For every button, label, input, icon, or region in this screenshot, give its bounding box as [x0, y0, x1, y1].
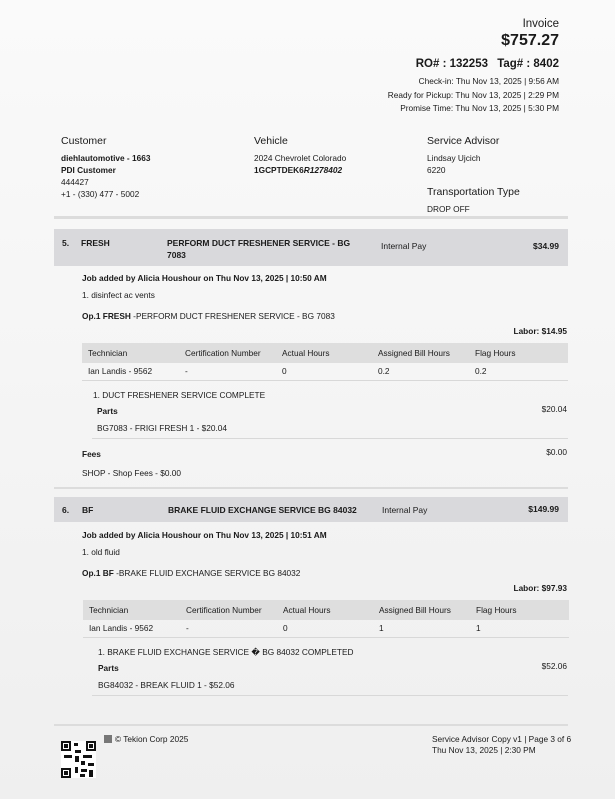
- checkin-time: Check-in: Thu Nov 13, 2025 | 9:56 AM: [418, 76, 559, 86]
- th-flag-hours: Flag Hours: [469, 343, 568, 363]
- tech-name: Ian Landis - 9562: [83, 620, 180, 637]
- footer-copyright: [104, 734, 188, 744]
- job-5-desc-line1: PERFORM DUCT FRESHENER SERVICE - BG: [167, 238, 351, 248]
- customer-title: Customer: [61, 135, 107, 147]
- tech-assigned: 0.2: [372, 363, 469, 380]
- job-5-parts-total: $20.04: [541, 404, 567, 414]
- advisor-id: 6220: [427, 165, 446, 175]
- divider: [92, 438, 568, 439]
- advisor-title: Service Advisor: [427, 135, 500, 147]
- vehicle-vin: [254, 164, 346, 176]
- copyright-text: © Tekion Corp 2025: [115, 734, 189, 744]
- job-6-op: [82, 568, 300, 578]
- job-5-number: 5.: [62, 238, 70, 248]
- job-6-part: BG84032 - BREAK FLUID 1 - $52.06: [98, 680, 235, 690]
- ro-tag-line: [410, 58, 559, 70]
- job-6-op-desc: -BRAKE FLUID EXCHANGE SERVICE BG 84032: [113, 568, 301, 578]
- job-6-note: 1. old fluid: [82, 547, 120, 557]
- job-5-parts-label: Parts: [97, 406, 118, 416]
- tech-actual: 0: [277, 620, 373, 637]
- job-6-parts-total: $52.06: [541, 661, 567, 671]
- job-5-part: BG7083 - FRIGI FRESH 1 - $20.04: [97, 423, 228, 433]
- advisor-block: [427, 135, 520, 215]
- divider: [92, 695, 568, 696]
- job-6-parts-label: Parts: [98, 663, 119, 673]
- job-6-added: Job added by Alicia Houshour on Thu Nov 13, 2025 | 10:51 AM: [82, 530, 327, 540]
- tech-assigned: 1: [373, 620, 470, 637]
- transport-title: Transportation Type: [427, 186, 520, 198]
- customer-line3: 444427: [61, 177, 89, 187]
- customer-line2: PDI Customer: [61, 165, 116, 175]
- footer-printed: Thu Nov 13, 2025 | 2:30 PM: [432, 745, 536, 755]
- job-5-pay: Internal Pay: [381, 241, 427, 251]
- job-5-fees-total: $0.00: [546, 447, 567, 457]
- ro-number: RO# : 132253: [415, 58, 488, 70]
- footer-copy-info: Service Advisor Copy v1 | Page 3 of 6: [432, 734, 572, 744]
- th-assigned-bill-hours: Assigned Bill Hours: [372, 343, 469, 363]
- job-5-op: [82, 311, 335, 321]
- tech-table-header: [82, 343, 568, 363]
- promise-time: Promise Time: Thu Nov 13, 2025 | 5:30 PM: [400, 103, 559, 113]
- tech-name: Ian Landis - 9562: [82, 363, 179, 380]
- job-6-desc: BRAKE FLUID EXCHANGE SERVICE BG 84032: [168, 505, 357, 515]
- transport-type: DROP OFF: [427, 204, 470, 214]
- tech-flag: 1: [470, 620, 569, 637]
- vehicle-block: [254, 135, 346, 176]
- vehicle-title: Vehicle: [254, 135, 288, 147]
- tech-flag: 0.2: [469, 363, 568, 380]
- tech-cert: -: [180, 620, 277, 637]
- job-6-code: BF: [82, 505, 94, 515]
- invoice-label: Invoice: [522, 18, 559, 30]
- job-6-number: 6.: [62, 505, 70, 515]
- job-5-desc-line2: 7083: [167, 250, 186, 260]
- divider: [54, 487, 568, 489]
- tag-number: Tag# : 8402: [497, 58, 559, 70]
- job-5-labor: Labor: $14.95: [513, 326, 567, 336]
- tekion-logo-icon: [104, 735, 112, 743]
- job-6-labor: Labor: $97.93: [513, 583, 567, 593]
- th-certification: Certification Number: [179, 343, 276, 363]
- job-5-fees-label: Fees: [82, 449, 101, 459]
- vin-suffix: R1278402: [303, 165, 343, 175]
- tech-actual: 0: [276, 363, 372, 380]
- job-6-header: [54, 497, 568, 522]
- customer-line1: diehlautomotive - 1663: [61, 153, 151, 163]
- footer-info: [432, 734, 571, 756]
- table-row: [82, 363, 568, 380]
- th-assigned-bill-hours: Assigned Bill Hours: [373, 600, 470, 620]
- th-technician: Technician: [82, 343, 179, 363]
- customer-block: [61, 135, 150, 200]
- th-actual-hours: Actual Hours: [277, 600, 373, 620]
- th-technician: Technician: [83, 600, 180, 620]
- job-6-pay: Internal Pay: [382, 505, 428, 515]
- qr-code: [61, 741, 96, 778]
- divider: [54, 724, 568, 726]
- job-6-op-code: Op.1 BF: [82, 568, 114, 578]
- vin-prefix: 1GCPTDEK6: [254, 165, 304, 175]
- job-5-tech-table: [82, 343, 568, 381]
- job-6-complete: 1. BRAKE FLUID EXCHANGE SERVICE � BG 84032 COMPLETED: [98, 647, 354, 657]
- advisor-name: Lindsay Ujcich: [427, 153, 481, 163]
- tech-cert: -: [179, 363, 276, 380]
- th-certification: Certification Number: [180, 600, 277, 620]
- job-6-amount: $149.99: [528, 504, 559, 514]
- tech-table-header: [83, 600, 569, 620]
- job-5-amount: $34.99: [533, 241, 559, 251]
- job-5-complete: 1. DUCT FRESHENER SERVICE COMPLETE: [93, 390, 266, 400]
- job-5-added: Job added by Alicia Houshour on Thu Nov 13, 2025 | 10:50 AM: [82, 273, 327, 283]
- job-5-op-desc: -PERFORM DUCT FRESHENER SERVICE - BG 7083: [130, 311, 335, 321]
- th-actual-hours: Actual Hours: [276, 343, 372, 363]
- th-flag-hours: Flag Hours: [470, 600, 569, 620]
- job-6-tech-table: [83, 600, 569, 638]
- ready-time: Ready for Pickup: Thu Nov 13, 2025 | 2:29 PM: [387, 90, 559, 100]
- invoice-total: $757.27: [501, 32, 559, 49]
- job-5-note: 1. disinfect ac vents: [82, 290, 155, 300]
- job-5-header: [54, 229, 568, 266]
- job-5-desc: [167, 238, 350, 260]
- job-5-op-code: Op.1 FRESH: [82, 311, 131, 321]
- job-5-fee: SHOP - Shop Fees - $0.00: [82, 468, 181, 478]
- vehicle-model: 2024 Chevrolet Colorado: [254, 153, 347, 163]
- job-5-code: FRESH: [81, 238, 110, 248]
- divider: [54, 216, 568, 219]
- customer-phone: +1 - (330) 477 - 5002: [61, 189, 140, 199]
- table-row: [83, 620, 569, 637]
